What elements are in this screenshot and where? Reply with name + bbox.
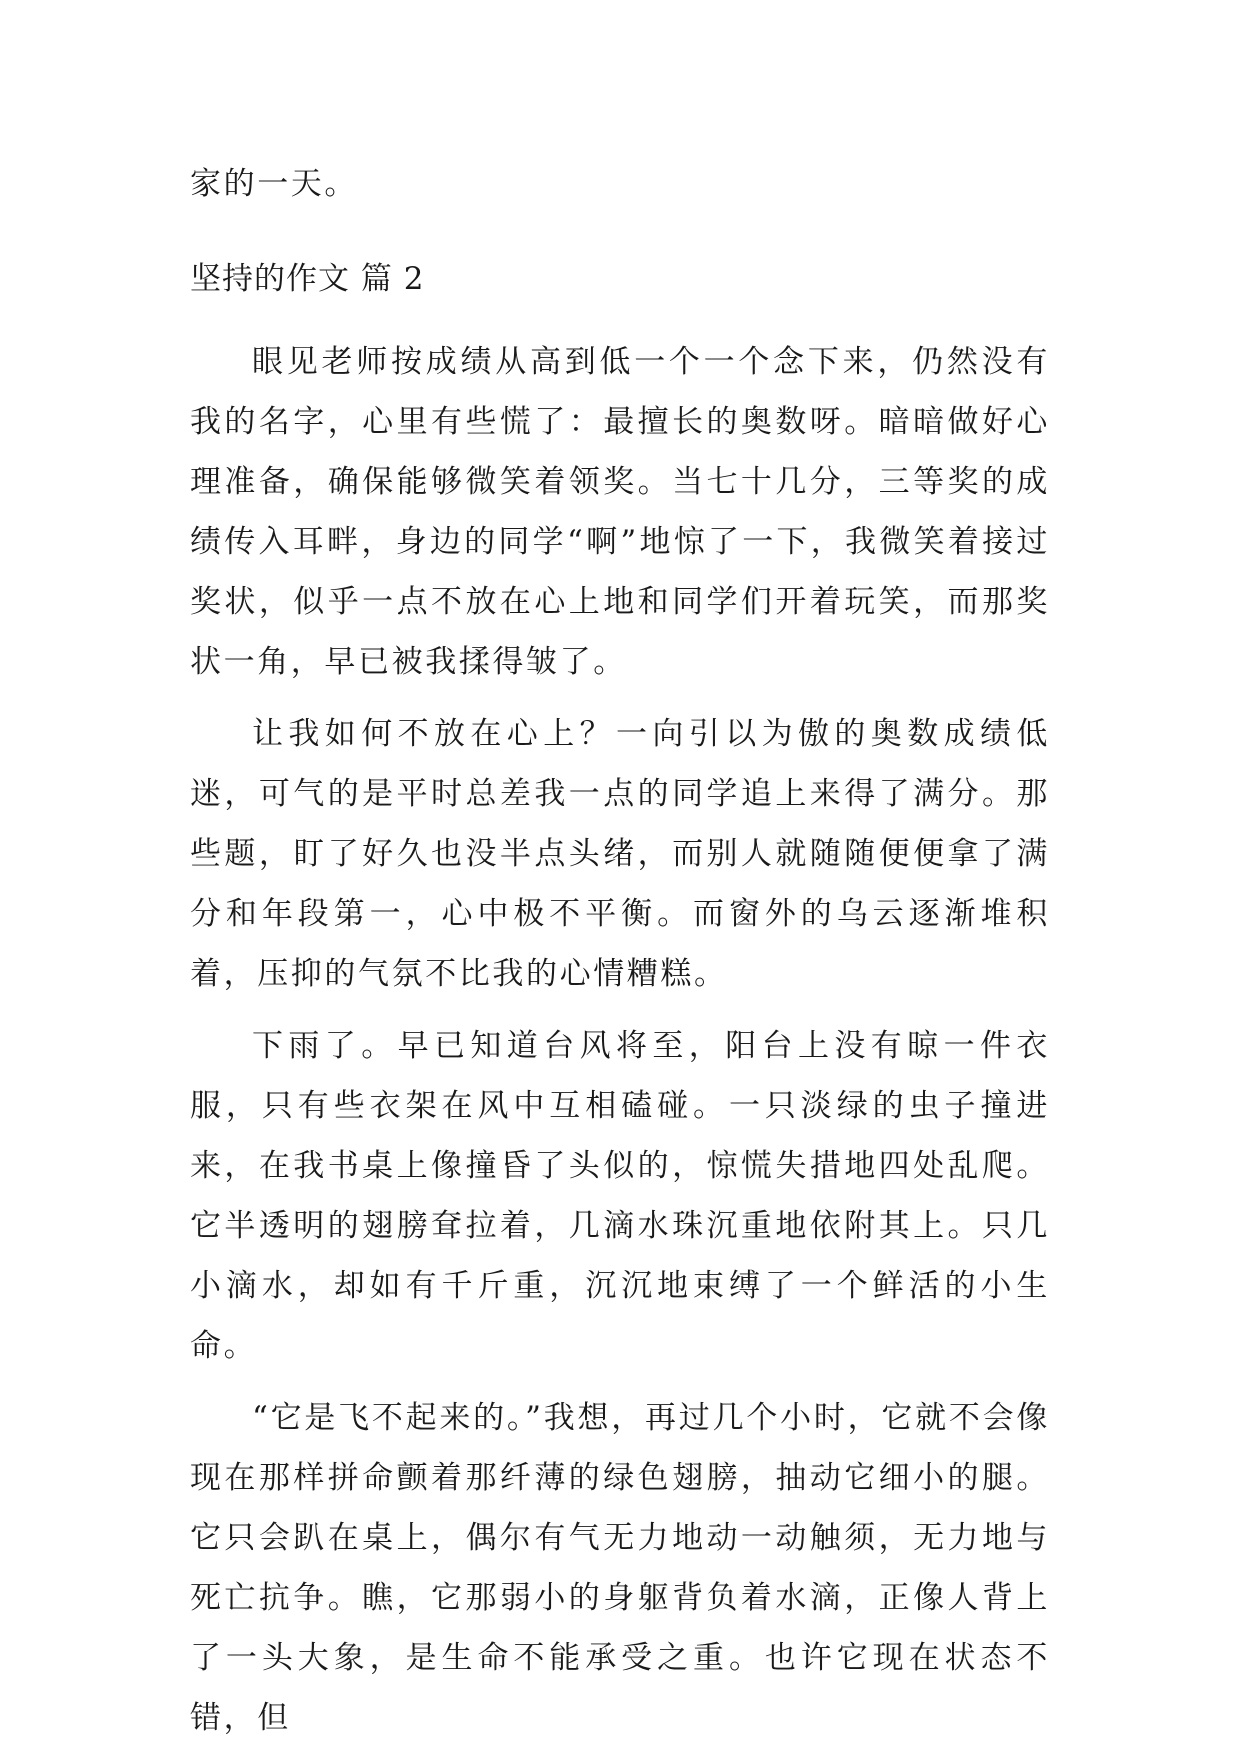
section-title: 坚持的作文 篇 2 [190, 261, 425, 297]
paragraph-3: 下雨了。早已知道台风将至，阳台上没有晾一件衣服，只有些衣架在风中互相磕碰。一只淡绿的虫子撞进来，在我书桌上像撞昏了头似的，惊慌失措地四处乱爬。它半透明的翅膀耷拉着，几滴水珠沉重地依附其上。只几小滴水，却如有千斤重，沉沉地束缚了一个鲜活的小生命。 [190, 1028, 1050, 1364]
paragraph-4: “它是飞不起来的。”我想，再过几个小时，它就不会像现在那样拼命颤着那纤薄的绿色翅膀，抽动它细小的腿。它只会趴在桌上，偶尔有气无力地动一动触须，无力地与死亡抗争。瞧，它那弱小的身躯背负着水滴，正像人背上了一头大象，是生命不能承受之重。也许它现在状态不错，但 [190, 1400, 1050, 1736]
essay-body [190, 332, 1050, 1760]
paragraph-1: 眼见老师按成绩从高到低一个一个念下来，仍然没有我的名字，心里有些慌了：最擅长的奥数呀。暗暗做好心理准备，确保能够微笑着领奖。当七十几分，三等奖的成绩传入耳畔，身边的同学“啊”地惊了一下，我微笑着接过奖状，似乎一点不放在心上地和同学们开着玩笑，而那奖状一角，早已被我揉得皱了。 [190, 344, 1050, 680]
carryover-text: 家的一天。 [190, 166, 358, 202]
paragraph-2: 让我如何不放在心上？一向引以为傲的奥数成绩低迷，可气的是平时总差我一点的同学追上来得了满分。那些题，盯了好久也没半点头绪，而别人就随随便便拿了满分和年段第一，心中极不平衡。而窗外的乌云逐渐堆积着，压抑的气氛不比我的心情糟糕。 [190, 716, 1050, 992]
